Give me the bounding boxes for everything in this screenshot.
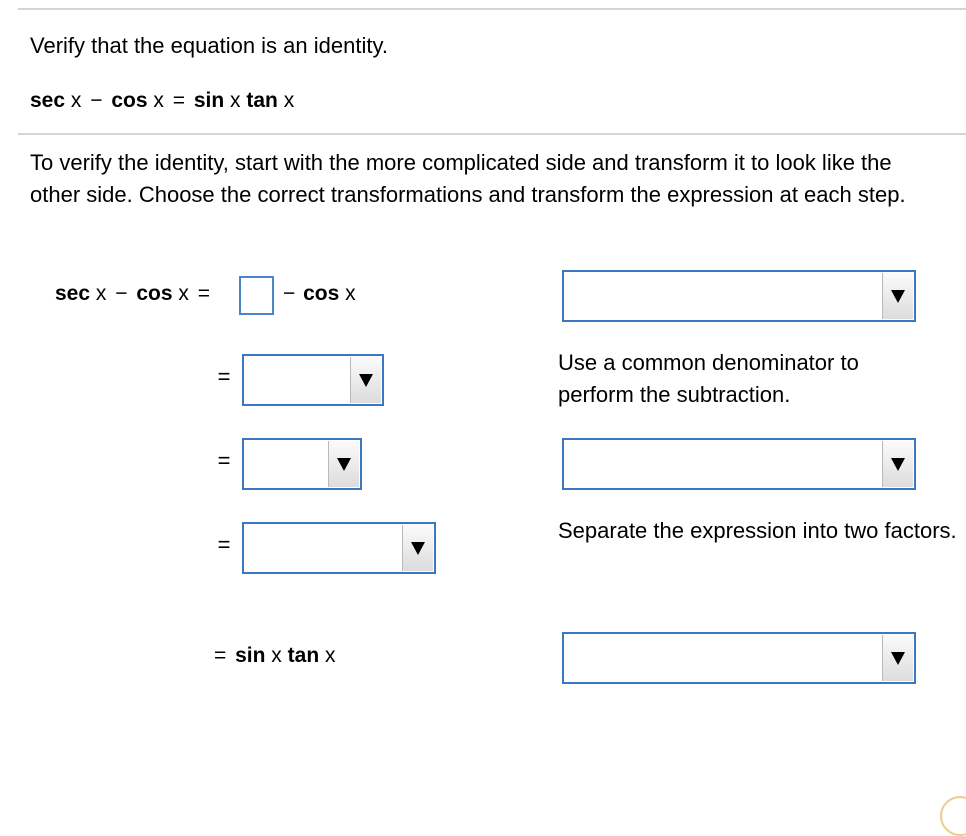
- triangle-down-icon: [889, 649, 907, 667]
- final-rhs: [214, 644, 335, 668]
- row4-answer-arrow[interactable]: [402, 525, 433, 571]
- corner-help-icon[interactable]: [940, 796, 966, 836]
- row3-reason-arrow[interactable]: [882, 441, 913, 487]
- row1-reason-dropdown[interactable]: [562, 270, 916, 322]
- eq-cos: cos: [111, 89, 148, 112]
- triangle-down-icon: [889, 287, 907, 305]
- row2-reason-text: Use a common denominator to perform the subtraction.: [558, 350, 859, 407]
- final-equals: =: [214, 644, 227, 667]
- row1-x2: x: [178, 282, 189, 305]
- row3-equals: =: [217, 448, 231, 473]
- eq-sin: sin: [193, 89, 225, 112]
- eq-x3: x: [230, 89, 241, 112]
- eq-x4: x: [283, 89, 295, 112]
- row1-answer-box[interactable]: [239, 276, 274, 315]
- row1-tail-cos: cos: [303, 282, 340, 305]
- final-tan: tan: [287, 644, 320, 667]
- top-divider: [18, 8, 966, 10]
- row1-tail-minus: −: [283, 282, 296, 305]
- row1-sec: sec: [55, 282, 91, 305]
- row1-minus: −: [115, 282, 128, 305]
- final-sin: sin: [235, 644, 266, 667]
- triangle-down-icon: [357, 371, 375, 389]
- row2-equals: =: [217, 364, 231, 389]
- eq-equals: =: [172, 89, 185, 112]
- row4-equals: =: [217, 532, 231, 557]
- row3-answer-dropdown[interactable]: [242, 438, 362, 490]
- row1-lhs: [55, 282, 213, 306]
- final-reason-dropdown[interactable]: [562, 632, 916, 684]
- eq-sec: sec: [30, 89, 66, 112]
- row2-answer-arrow[interactable]: [350, 357, 381, 403]
- eq-tan: tan: [246, 89, 278, 112]
- row1-equals: =: [197, 282, 210, 305]
- final-x1: x: [271, 644, 282, 667]
- triangle-down-icon: [889, 455, 907, 473]
- triangle-down-icon: [335, 455, 353, 473]
- identity-equation: [30, 89, 294, 113]
- final-x2: x: [324, 644, 336, 667]
- row1-cos: cos: [136, 282, 173, 305]
- row3-reason-dropdown[interactable]: [562, 438, 916, 490]
- row3-answer-arrow[interactable]: [328, 441, 359, 487]
- eq-x2: x: [153, 89, 164, 112]
- row4-answer-dropdown[interactable]: [242, 522, 436, 574]
- instruction-text: Verify that the equation is an identity.: [30, 33, 388, 58]
- row1-tail-x: x: [345, 282, 356, 305]
- triangle-down-icon: [409, 539, 427, 557]
- row2-answer-dropdown[interactable]: [242, 354, 384, 406]
- eq-x1: x: [70, 89, 82, 112]
- eq-minus: −: [90, 89, 103, 112]
- row4-reason-text: Separate the expression into two factors.: [558, 518, 957, 543]
- row1-x1: x: [95, 282, 107, 305]
- final-reason-arrow[interactable]: [882, 635, 913, 681]
- row1-reason-arrow[interactable]: [882, 273, 913, 319]
- section-divider: [18, 133, 966, 135]
- row1-tail: [283, 282, 356, 306]
- directions-text: To verify the identity, start with the more complicated side and transform it to look like the other side. Choose the correct transformations and transform the expression at each step.: [30, 150, 906, 207]
